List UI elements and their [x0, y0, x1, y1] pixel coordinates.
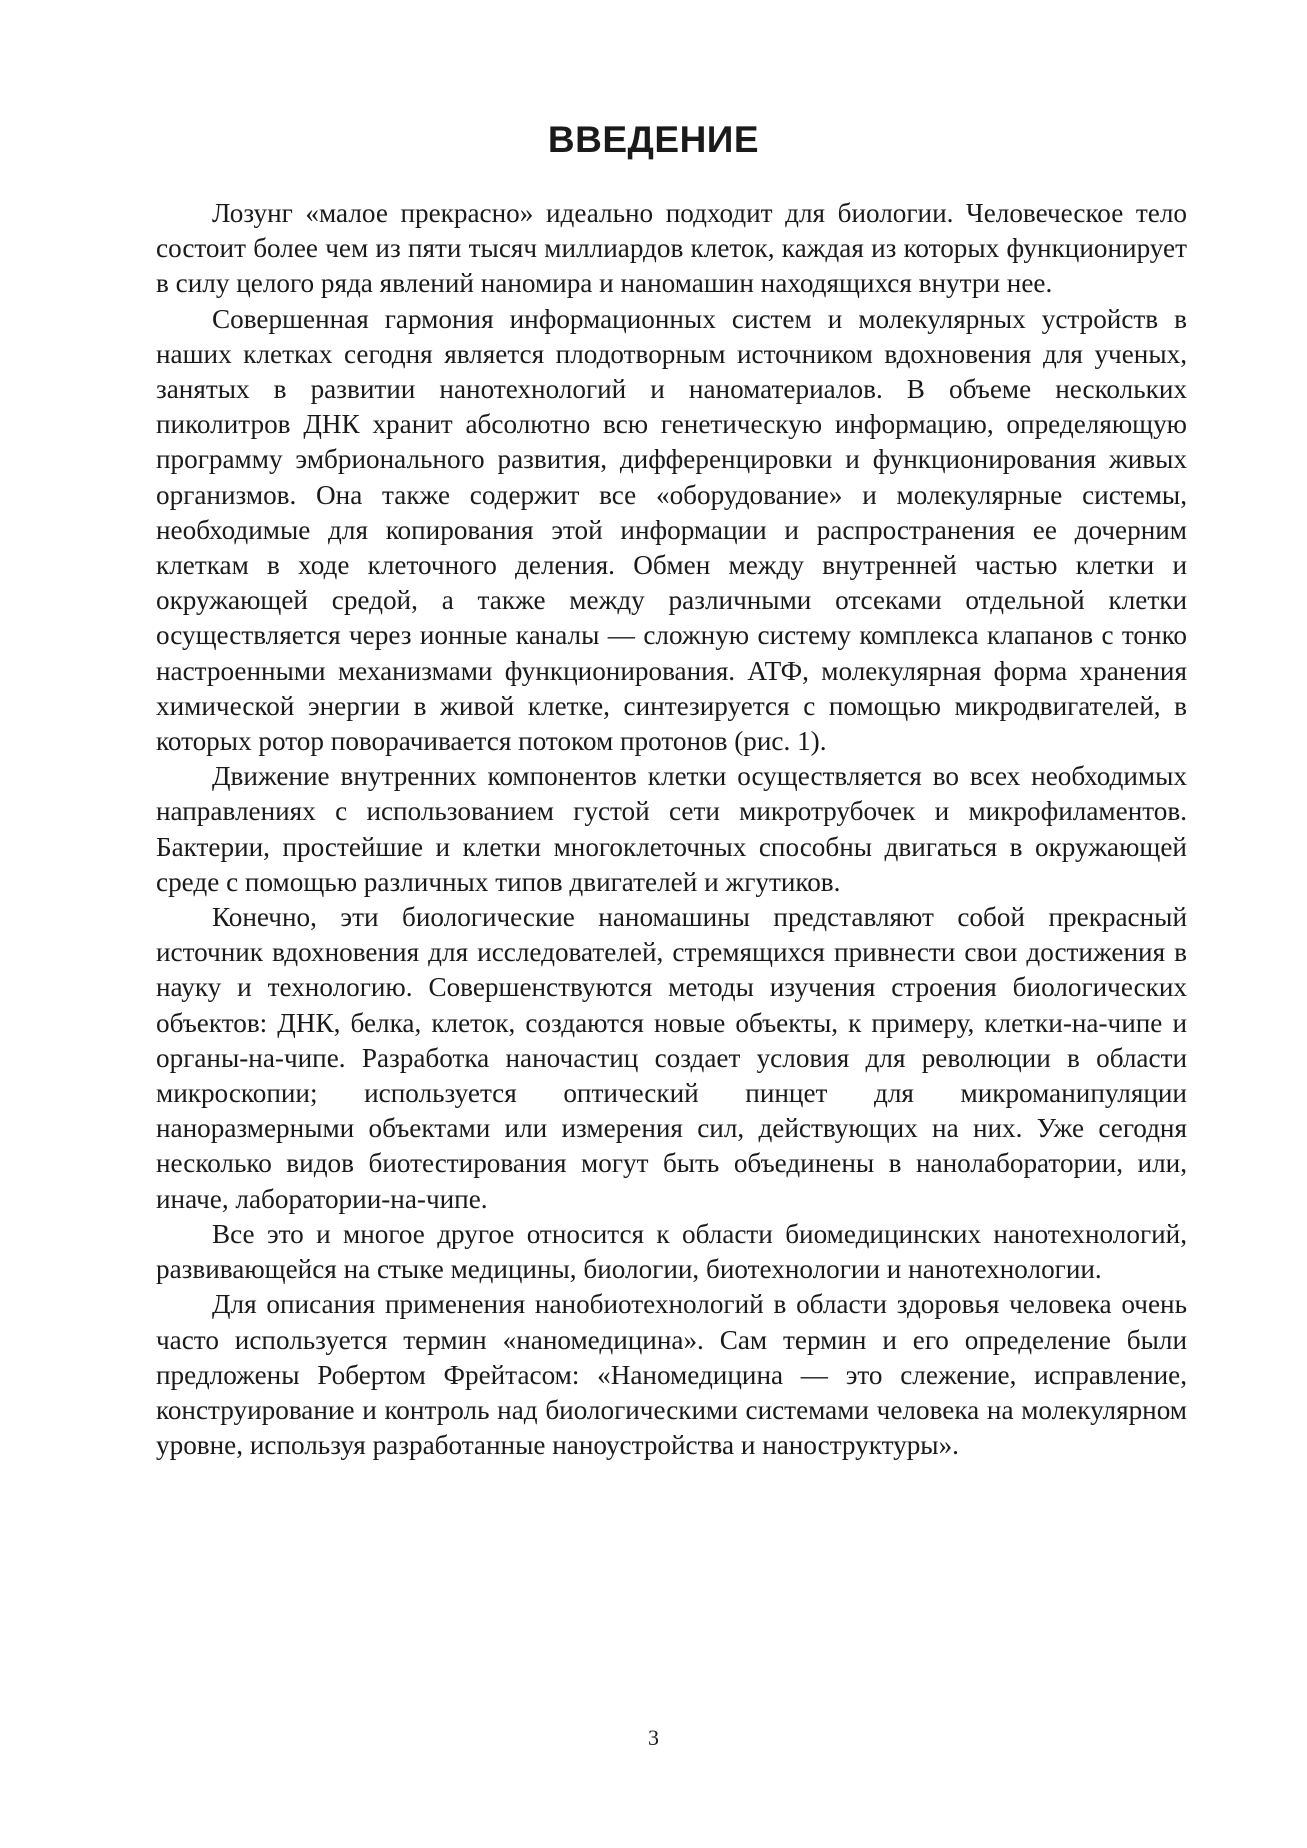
paragraph-3: Движение внутренних компонентов клетки осуществляется во всех необходимых направлениях с использованием густой сети микротрубочек и микрофиламентов. Бактерии, простейшие и клетки многоклеточных способны двигаться в окружающей среде с помощью различных типов двигателей и жгутиков. — [156, 761, 1187, 897]
paragraph-6: Для описания применения нанобиотехнологий в области здоровья человека очень часто используется термин «наномедицина». Сам термин и его определение были предложены Робертом Фрейтасом: «Наномедицина — это слежение, исправление, конструирование и контроль над биологическими системами человека на молекулярном уровне, используя разработанные наноустройства и наноструктуры». — [156, 1289, 1187, 1461]
page-title: ВВЕДЕНИЕ — [547, 119, 760, 160]
page-number: 3 — [648, 1725, 659, 1750]
paragraph-5: Все это и многое другое относится к области биомедицинских нанотехнологий, развивающейся на стыке медицины, биологии, биотехнологии и нанотехнологии. — [156, 1218, 1187, 1285]
body-text — [156, 196, 1187, 1463]
paragraph-1: Лозунг «малое прекрасно» идеально подходит для биологии. Человеческое тело состоит более чем из пяти тысяч миллиардов клеток, каждая из которых функционирует в силу целого ряда явлений наномира и наномашин находящихся внутри нее. — [156, 198, 1187, 299]
paragraph-4: Конечно, эти биологические наномашины представляют собой прекрасный источник вдохновения для исследователей, стремящихся привнести свои достижения в науку и технологию. Совершенствуются методы изучения строения биологических объектов: ДНК, белка, клеток, создаются новые объекты, к примеру, клетки-на-чипе и органы-на-чипе. Разработка наночастиц создает условия для революции в области микроскопии; используется оптический пинцет для микроманипуляции наноразмерными объектами или измерения сил, действующих на них. Уже сегодня несколько видов биотестирования могут быть объединены в нанолаборатории, или, иначе, лаборатории-на-чипе. — [156, 902, 1187, 1214]
paragraph-2: Совершенная гармония информационных систем и молекулярных устройств в наших клетках сегодня является плодотворным источником вдохновения для ученых, занятых в развитии нанотехнологий и наноматериалов. В объеме нескольких пиколитров ДНК хранит абсолютно всю генетическую информацию, определяющую программу эмбрионального развития, дифференцировки и функционирования живых организмов. Она также содержит все «оборудование» и молекулярные системы, необходимые для копирования этой информации и распространения ее дочерним клеткам в ходе клеточного деления. Обмен между внутренней частью клетки и окружающей средой, а также между различными отсеками отдельной клетки осуществляется через ионные каналы — сложную систему комплекса клапанов с тонко настроенными механизмами функционирования. АТФ, молекулярная форма хранения химической энергии в живой клетке, синтезируется с помощью микродвигателей, в которых ротор поворачивается потоком протонов (рис. 1). — [156, 303, 1187, 757]
